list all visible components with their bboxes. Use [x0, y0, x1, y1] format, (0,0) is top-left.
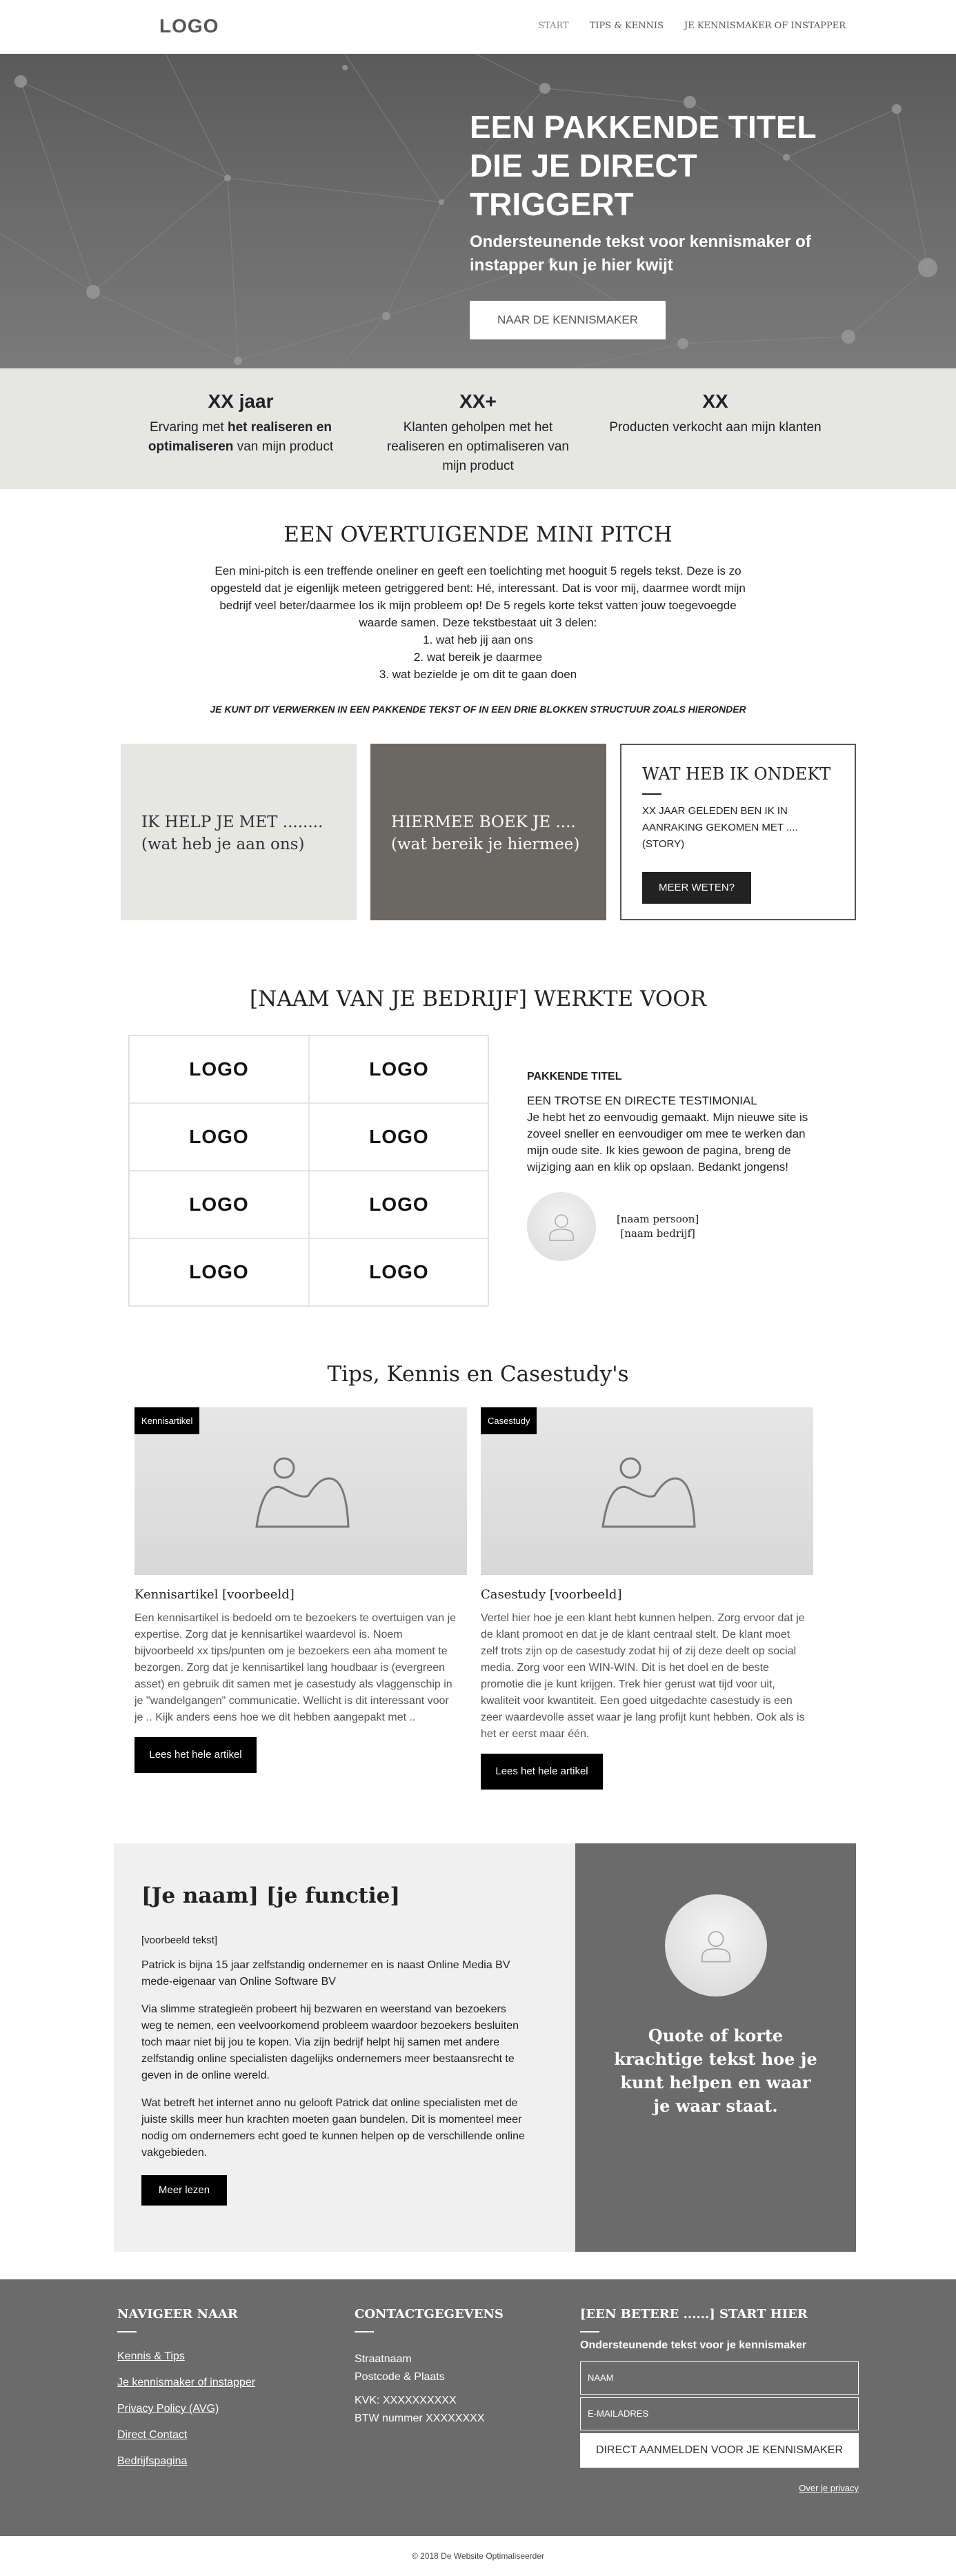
- stats-bar: [0, 368, 956, 489]
- stat-text-bold: het realiseren en optimaliseren: [148, 420, 332, 454]
- card-title[interactable]: Casestudy [voorbeeld]: [481, 1587, 622, 1602]
- testimonial-body: [527, 1093, 824, 1176]
- divider: [355, 2331, 374, 2332]
- testimonial: [527, 1071, 824, 1307]
- avatar: [527, 1192, 596, 1261]
- pitch-title: EEN OVERTUIGENDE MINI PITCH: [283, 522, 673, 547]
- stat-text: Producten verkocht aan mijn klanten: [609, 420, 821, 435]
- nav-item-kennismaker[interactable]: JE KENNISMAKER OF INSTAPPER: [684, 21, 846, 31]
- divider: [117, 2331, 137, 2332]
- stat-text-post: van mijn product: [233, 439, 334, 454]
- hero-section: [0, 54, 956, 368]
- stat-number: XX+: [459, 390, 497, 412]
- card-badge: Kennisartikel: [135, 1407, 199, 1434]
- hero-subtitle: Ondersteunende tekst voor kennismaker of instapper kun je hier kwijt: [470, 232, 811, 275]
- avatar: [665, 1894, 767, 1997]
- card-badge: Casestudy: [481, 1407, 537, 1434]
- hero-title-line1: EEN PAKKENDE TITEL: [470, 109, 817, 145]
- about-section: [114, 1843, 956, 2252]
- pitch-list-item: 3. wat bezielde je om dit te gaan doen: [379, 668, 577, 681]
- contact-btw: BTW nummer XXXXXXXX: [355, 2412, 485, 2424]
- pitch-body: [206, 562, 750, 683]
- article-card: [135, 1407, 467, 1790]
- card-body: Vertel hier hoe je een klant hebt kunnen helpen. Zorg ervoor dat je de klant promoot en dat je de klant centraal stelt. De klant moet zelf trots zijn op de casestudy zodat hij of zij deze deelt op social media. Zorg voor een WIN-WIN. Dit is het doel en de beste promotie die je kunt krijgen. Trek hier gerust wat tijd voor uit, kwaliteit voor kwantiteit. Een goed uitgedachte casestudy is een zeer waardevolle asset waar je lang profijt kunt hebben. Ook als is het er eerst maar één.: [481, 1612, 805, 1740]
- site-logo[interactable]: LOGO: [159, 15, 219, 37]
- block-result-line2: (wat bereik je hiermee): [391, 835, 580, 853]
- stat-products: [598, 390, 833, 489]
- footer-signup-title: [EEN BETERE ......] START HIER: [580, 2307, 808, 2321]
- person-name: [naam persoon]: [617, 1213, 699, 1225]
- three-blocks: [121, 744, 956, 920]
- contact-postcode: Postcode & Plaats: [355, 2371, 445, 2383]
- image-icon: [601, 1454, 698, 1530]
- hero-cta-button[interactable]: NAAR DE KENNISMAKER: [470, 301, 666, 339]
- stat-text: [123, 418, 358, 457]
- client-logo: LOGO: [129, 1171, 309, 1238]
- main-nav: [538, 21, 846, 31]
- email-input[interactable]: E-MAILADRES: [580, 2397, 859, 2430]
- footer-nav-title: NAVIGEER NAAR: [117, 2307, 238, 2321]
- read-article-button[interactable]: Lees het hele artikel: [135, 1737, 257, 1773]
- card-title[interactable]: Kennisartikel [voorbeeld]: [135, 1587, 295, 1602]
- block-result-line1: HIERMEE BOEK JE ....: [391, 813, 576, 831]
- testimonial-names: [617, 1212, 699, 1241]
- block-result-text: [391, 811, 579, 855]
- copyright: © 2018 De Website Optimaliseerder: [411, 2551, 545, 2561]
- image-icon: [255, 1454, 352, 1530]
- client-logo: LOGO: [309, 1103, 489, 1171]
- client-logo: LOGO: [309, 1036, 489, 1103]
- footer-nav-column: [117, 2307, 255, 2475]
- site-header: [0, 0, 956, 54]
- block-help: [121, 744, 357, 920]
- signup-button[interactable]: DIRECT AANMELDEN VOOR JE KENNISMAKER: [580, 2433, 859, 2468]
- worked-for-title: [NAAM VAN JE BEDRIJF] WERKTE VOOR: [249, 987, 707, 1011]
- stat-clients: [361, 390, 595, 489]
- block-help-line1: IK HELP JE MET ........: [141, 813, 323, 831]
- user-icon: [548, 1211, 575, 1242]
- footer-link-privacy[interactable]: Privacy Policy (AVG): [117, 2403, 219, 2415]
- privacy-link[interactable]: Over je privacy: [799, 2483, 859, 2493]
- card-image-placeholder[interactable]: [135, 1407, 467, 1575]
- article-cards: [135, 1407, 956, 1790]
- block-story: [620, 744, 856, 920]
- pitch-section: [0, 489, 956, 715]
- worked-for-section: [0, 920, 956, 1307]
- footer-link-contact[interactable]: Direct Contact: [117, 2429, 188, 2441]
- client-logo: LOGO: [309, 1238, 489, 1306]
- divider: [580, 2331, 599, 2332]
- stat-text-pre: Ervaring met: [149, 420, 228, 435]
- testimonial-text: Je hebt het zo eenvoudig gemaakt. Mijn nieuwe site is zoveel sneller en eenvoudiger om mee te werken dan mijn oude site. Ik kies gewoon de pagina, breng de wijziging aan en klik op opslaan. Bedankt jongens!: [527, 1111, 808, 1173]
- footer-link-kennismaker[interactable]: Je kennismaker of instapper: [117, 2377, 256, 2388]
- contact-details: [355, 2350, 504, 2428]
- testimonial-headline: EEN TROTSE EN DIRECTE TESTIMONIAL: [527, 1094, 757, 1107]
- read-more-button[interactable]: Meer lezen: [141, 2175, 227, 2206]
- footer-contact-column: [355, 2307, 504, 2428]
- footer-signup-column: [580, 2307, 859, 2493]
- stat-number: XX: [702, 390, 728, 412]
- user-icon: [699, 1928, 733, 1963]
- hero-title: [470, 108, 856, 224]
- article-card: [481, 1407, 813, 1790]
- block-story-title: WAT HEB IK ONDEKT: [642, 764, 831, 784]
- block-result: [370, 744, 606, 920]
- site-footer: [0, 2279, 956, 2536]
- about-paragraph: Wat betreft het internet anno nu gelooft Patrick dat online specialisten met de juiste skills meer hun krachten moeten gaan bundelen. Dit is momenteel meer nodig om ondernemers echt goed te kunnen helpen op de verschillende online vakgebieden.: [141, 2097, 525, 2159]
- about-quote: Quote of korte krachtige tekst hoe je kunt helpen en waar je waar staat.: [614, 2025, 817, 2116]
- card-body: Een kennisartikel is bedoeld om te bezoekers te overtuigen van je expertise. Zorg dat je kennisartikel waardevol is. Noem bijvoorbeeld xx tips/punten om je bezoekers een aha moment te bezorgen. Zorg dat je kennisartikel lang houdbaar is (evergreen asset) en gebruik dit samen met je casestudy als vlaggenschip in je "wandelgangen" communicatie. Wellicht is dit interessant voor je .. Kijk anders eens hoe we dit hebben aangepakt met ..: [135, 1612, 457, 1723]
- client-logo: LOGO: [129, 1103, 309, 1171]
- footer-contact-title: CONTACTGEGEVENS: [355, 2307, 504, 2321]
- testimonial-person: [527, 1192, 824, 1261]
- footer-link-company[interactable]: Bedrijfspagina: [117, 2455, 188, 2467]
- contact-street: Straatnaam: [355, 2353, 412, 2365]
- contact-kvk: KVK: XXXXXXXXXX: [355, 2395, 457, 2406]
- name-input[interactable]: NAAM: [580, 2361, 859, 2395]
- block-story-text: XX JAAR GELEDEN BEN IK IN AANRAKING GEKOMEN MET .... (STORY): [642, 805, 798, 850]
- stat-text: Klanten geholpen met het realiseren en optimaliseren van mijn product: [386, 420, 570, 473]
- pitch-paragraph: Een mini-pitch is een treffende oneliner en geeft een toelichting met hooguit 5 regels tekst. Deze is zo opgesteld dat je eigenlijk meteen getriggered bent: Hé, interessant. Dat is voor mij, daarmee wordt mijn bedrijf veel beter/daarmee los ik mijn probleem op! De 5 regels korte tekst vatten jouw toegevoegde waarde samen. Deze tekstbestaat uit 3 delen:: [210, 564, 746, 629]
- read-article-button[interactable]: Lees het hele artikel: [481, 1754, 603, 1790]
- about-paragraph: Via slimme strategieën probeert hij bezwaren en weerstand van bezoekers weg te nemen, een veelvoorkomend probleem waardoor bezoekers besluiten toch maar niet bij jou te kopen. Via zijn bedrijf helpt hij samen met andere zelfstandig online specialisten dagelijks ondernemers meer bestaansrecht te geven in de online wereld.: [141, 2003, 519, 2081]
- testimonial-title: PAKKENDE TITEL: [527, 1071, 622, 1082]
- client-logo: LOGO: [129, 1036, 309, 1103]
- about-text-panel: [114, 1843, 575, 2252]
- block-help-line2: (wat heb je aan ons): [141, 835, 305, 853]
- footer-nav-links: [117, 2344, 255, 2475]
- stat-experience: [123, 390, 358, 489]
- hero-content: [470, 108, 856, 339]
- divider: [642, 793, 661, 795]
- stat-number: XX jaar: [208, 390, 274, 412]
- tips-title: Tips, Kennis en Casestudy's: [327, 1362, 629, 1387]
- client-logo-grid: [128, 1035, 488, 1307]
- nav-item-start[interactable]: START: [538, 21, 569, 31]
- tips-section: [0, 1307, 956, 1790]
- client-logo: LOGO: [309, 1171, 489, 1238]
- about-tag: [voorbeeld tekst]: [141, 1934, 218, 1946]
- footer-signup-subtitle: Ondersteunende tekst voor je kennismaker: [580, 2339, 807, 2351]
- hero-title-line2: DIE JE DIRECT TRIGGERT: [470, 148, 697, 222]
- client-logo: LOGO: [129, 1238, 309, 1306]
- block-help-text: [141, 811, 323, 855]
- footer-link-kennis[interactable]: Kennis & Tips: [117, 2350, 185, 2362]
- pitch-list-item: 2. wat bereik je daarmee: [413, 651, 543, 664]
- pitch-list-item: 1. wat heb jij aan ons: [423, 633, 533, 646]
- about-name: [Je naam] [je functie]: [141, 1883, 400, 1908]
- worked-for-row: [128, 1035, 956, 1307]
- about-paragraph: Patrick is bijna 15 jaar zelfstandig ondernemer en is naast Online Media BV mede-eigenaar van Online Software BV: [141, 1959, 510, 1988]
- pitch-tagline: JE KUNT DIT VERWERKEN IN EEN PAKKENDE TEKST OF IN EEN DRIE BLOKKEN STRUCTUUR ZOALS HIERONDER: [210, 704, 746, 715]
- more-info-button[interactable]: MEER WETEN?: [642, 872, 751, 904]
- card-image-placeholder[interactable]: [481, 1407, 813, 1575]
- about-quote-panel: [575, 1843, 856, 2252]
- nav-item-tips[interactable]: TIPS & KENNIS: [589, 21, 664, 31]
- company-name: [naam bedrijf]: [620, 1227, 695, 1240]
